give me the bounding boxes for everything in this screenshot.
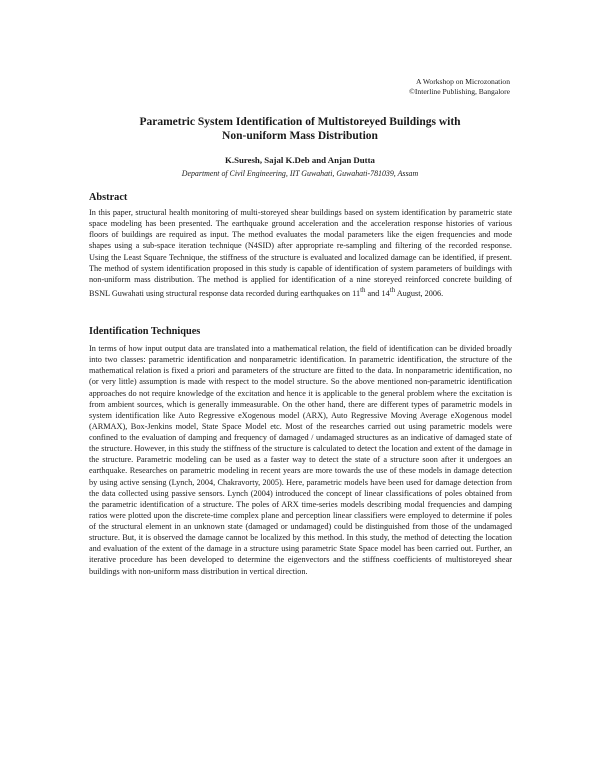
title-line-1: Parametric System Identification of Multistoreyed Buildings with (139, 116, 461, 128)
date-superscript-1: th (360, 286, 366, 294)
publication-header (409, 77, 510, 97)
title-line-2: Non-uniform Mass Distribution (222, 130, 378, 142)
abstract-and-text: and 14 (365, 288, 390, 298)
affiliation: Department of Civil Engineering, IIT Guwahati, Guwahati-781039, Assam (181, 169, 419, 178)
abstract-main-text: In this paper, structural health monitoring of multi-storeyed shear buildings based on system identification by parametric state space modeling has been presented. The earthquake ground acceleration and the acceleration response histories of various floors of buildings are required as input. The method evaluates the modal parameters like the eigen frequencies and mode shapes using a sub-space iteration technique (N4SID) after appropriate re-sampling and filtering of the recorded response. Using the Least Square Technique, the stiffness of the structure is evaluated and localized damage can be identified, if present. The method of system identification proposed in this study is capable of identification of system parameters of buildings with non-uniform mass distribution. The method is applied for identification of a nine storeyed reinforced concrete building of BSNL Guwahati using structural response data recorded during earthquakes on 11 (89, 208, 512, 298)
paper-title (0, 115, 600, 143)
abstract-heading: Abstract (89, 192, 128, 203)
workshop-line: A Workshop on Microzonation (416, 77, 510, 86)
date-superscript-2: th (389, 286, 396, 294)
author-list: K.Suresh, Sajal K.Deb and Anjan Dutta (225, 155, 375, 165)
abstract-text (89, 207, 512, 299)
identification-text: In terms of how input output data are translated into a mathematical relation, the field of identification can be divided broadly into two classes: parametric identification and nonparametric identification. In parametric identification, the structure of the mathematical relation is fixed a priori and parameters of the structure are fitted to the data. In nonparametric identification, no (or very little) assumption is made with respect to the model structure. So the above mentioned non-parametric identification approaches do not require knowledge of the excitation and hence it is applicable to the general problem where the excitation is from ambient sources, which is generally immeasurable. On the other hand, there are different types of parametric models in system identification like Auto Regressive eXogenous model (ARX), Auto Regressive Moving Average eXogenous model (ARMAX), Box-Jenkins model, State Space Model etc. Most of the researches carried out using parametric models were confined to the evaluation of damping and frequency of damaged / undamaged structures as an indicative of damaged state of the structure. However, in this study the stiffness of the structure is calculated to detect the location and extent of the damage in the structure. Parametric modeling can be used as a faster way to detect the state of a structure soon after it undergoes an earthquake. Researches on parametric modeling in recent years are more towards the use of these models in damage detection by using active sensing (Lynch, 2004, Chakravorty, 2005). Here, parametric models have been used for damage detection from the data collected using passive sensors. Lynch (2004) introduced the concept of linear classifications of poles obtained from the parametric identification of a structure. The poles of ARX time-series models describing modal frequencies and damping ratios were plotted upon the discrete-time complex plane and perception linear classifiers were employed to determine if poles of the structural element in an unknown state (damaged or undamaged) could be distinguished from those of the undamaged structure. But, it is observed the damage cannot be localized by this method. In this study, the method of detecting the location and evaluation of the extent of the damage in a structure using parametric State Space model has been carried out. Further, an iterative procedure has been developed to determine the eigenvectors and the stiffness coefficients of multistoreyed shear buildings with non-uniform mass distribution in vertical direction. (89, 344, 512, 576)
identification-heading: Identification Techniques (89, 326, 201, 337)
abstract-tail-text: August, 2006. (395, 288, 444, 298)
publisher-line: ©Interline Publishing, Bangalore (409, 87, 510, 96)
